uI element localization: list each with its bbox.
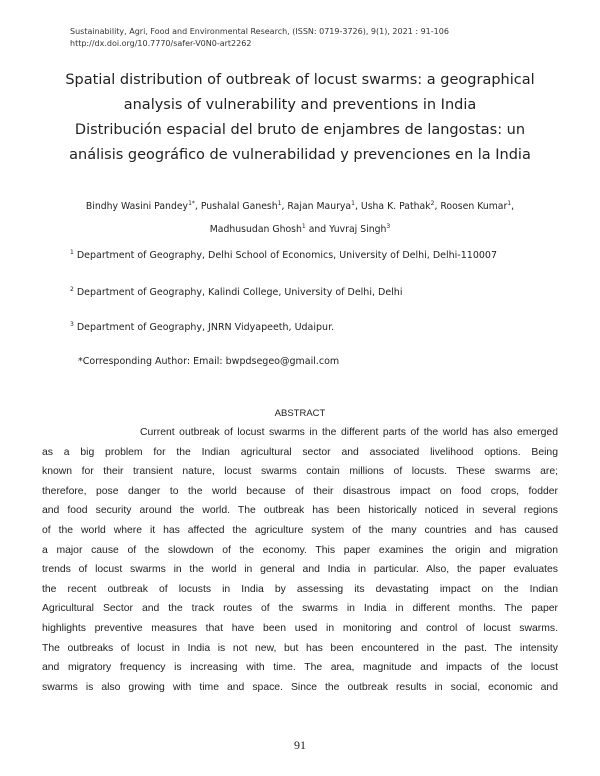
author-list: Bindhy Wasini Pandey$^{1*}$, Pushalal Ganesh$^1$, Rajan Maurya$^1$, Usha K. Pathak$^2$, Roosen Kumar$^1$, Madhusudan Ghosh$^1$ and Yuvraj Singh$^3$ xyxy=(85,200,515,236)
running-header xyxy=(70,26,449,50)
title-line: análisis geográfico de vulnerabilidad y prevenciones en la India xyxy=(69,147,531,163)
abstract-line: of the world where it has affected the agriculture system of the many countries and has caused xyxy=(42,524,558,536)
author: Pushalal Ganesh xyxy=(200,201,278,213)
corresponding-author: *Corresponding Author: Email: bwpdsegeo@gmail.com xyxy=(78,356,340,367)
affiliation-text: Department of Geography, Delhi School of Economics, University of Delhi, Delhi-110007 xyxy=(76,250,497,262)
author: Bindhy Wasini Pandey xyxy=(85,201,189,213)
affiliation xyxy=(70,321,334,333)
author-sup: 3 xyxy=(386,223,391,231)
abstract-line: and migratory frequency is increasing with time. The area, magnitude and impacts of the locust xyxy=(42,662,558,674)
abstract-line: The outbreaks of locust in India is not new, but has been encountered in the past. The intensity xyxy=(42,642,558,654)
abstract-line: therefore, pose danger to the world because of their disastrous impact on food crops, fodder xyxy=(42,485,558,497)
affiliation-sup: 2 xyxy=(70,286,74,293)
abstract-line: as a big problem for the Indian agricultural sector and associated livelihood options. Being xyxy=(42,446,558,458)
doi-link[interactable]: http://dx.doi.org/10.7770/safer-V0N0-art2262 xyxy=(70,39,252,48)
abstract-body xyxy=(42,423,558,697)
author: Roosen Kumar xyxy=(440,201,508,213)
affiliation-text: Department of Geography, Kalindi College, University of Delhi, Delhi xyxy=(76,287,403,299)
page-number: 91 xyxy=(294,738,306,752)
paper-title xyxy=(0,68,600,168)
author-sup: 1 xyxy=(351,200,355,207)
affiliation-sup: 1 xyxy=(70,249,74,256)
title-line: Distribución espacial del bruto de enjambres de langostas: un xyxy=(74,122,526,138)
abstract-line: and food security around the world. The outbreak has been historically noticed in several regions xyxy=(42,505,558,517)
author-sup: 1 xyxy=(301,223,306,231)
author-sup: 2 xyxy=(430,200,435,207)
affiliation xyxy=(70,286,402,298)
abstract-line: a major cause of the slowdown of the economy. This paper examines the origin and migration xyxy=(42,544,558,556)
abstract-line: the recent outbreak of locusts in India by assessing its devastating impact on the Indian xyxy=(42,583,558,595)
title-line: analysis of vulnerability and preventions in India xyxy=(123,97,477,113)
abstract-line: Agricultural Sector and the track routes of the swarms in India in different months. The paper xyxy=(42,603,558,615)
author: Rajan Maurya xyxy=(287,201,352,213)
author-sup: 1 xyxy=(507,200,512,207)
author: Yuvraj Singh xyxy=(329,224,387,236)
abstract-line: highlights preventive measures that have been used in monitoring and control of locust swarms. xyxy=(42,622,558,634)
affiliation-text: Department of Geography, JNRN Vidyapeeth, Udaipur. xyxy=(76,322,335,334)
abstract-line: swarms is also growing with time and space. Since the outbreak results in social, economic and xyxy=(42,681,558,693)
author-sup: 1* xyxy=(188,200,195,207)
and-conjunction: and xyxy=(308,224,327,236)
affiliation-sup: 3 xyxy=(70,321,74,328)
title-line: Spatial distribution of outbreak of locust swarms: a geographical xyxy=(65,72,535,88)
abstract-line: trends of locust swarms in the world in general and India in particular. Also, the paper evaluates xyxy=(42,564,558,576)
author: Usha K. Pathak xyxy=(360,201,431,213)
abstract-line: Current outbreak of locust swarms in the different parts of the world has also emerged xyxy=(140,427,558,438)
author: Madhusudan Ghosh xyxy=(209,224,302,236)
affiliation xyxy=(70,249,497,261)
abstract-line: known for their transient nature, locust swarms contain millions of locusts. These swarms are; xyxy=(42,466,558,478)
journal-citation: Sustainability, Agri, Food and Environmental Research, (ISSN: 0719-3726), 9(1), 2021 : 91-106 xyxy=(70,27,449,36)
author-sup: 1 xyxy=(277,200,282,207)
abstract-heading: ABSTRACT xyxy=(274,408,326,419)
